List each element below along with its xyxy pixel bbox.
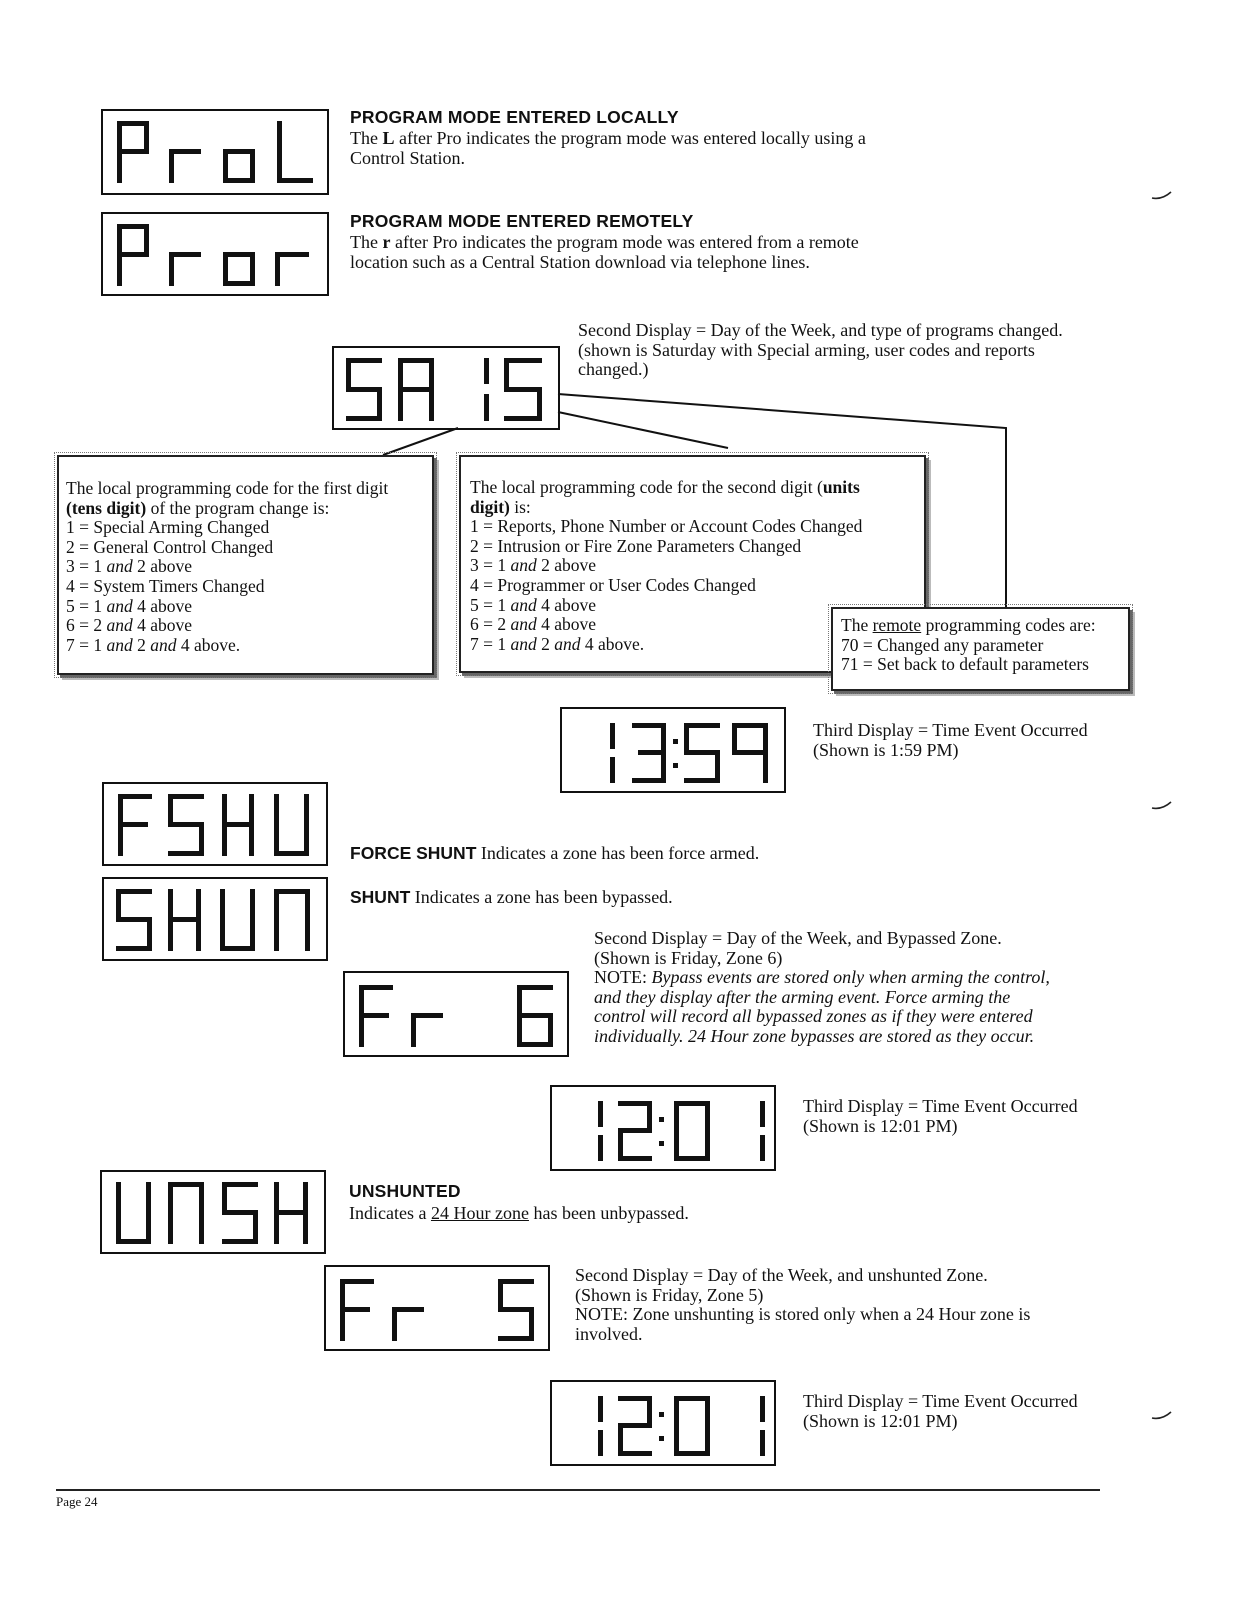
sa15-description: Second Display = Day of the Week, and type of programs changed. (shown is Saturday with Special arming, user codes and reports changed.) <box>578 320 1063 379</box>
lcd-display-fshu <box>102 782 328 866</box>
seven-segment-unsh <box>102 1172 324 1252</box>
force-shunt-description: FORCE SHUNT Indicates a zone has been force armed. <box>350 843 760 863</box>
tens-item: 2 = General Control Changed <box>66 536 274 557</box>
lcd-display-shun <box>102 877 328 961</box>
tens-item: 3 = 1 and 2 above <box>66 556 193 577</box>
desc-program-local: The L after Pro indicates the program mode was entered locally using a Control Station. <box>350 128 866 168</box>
lcd-display-fr5 <box>324 1265 550 1351</box>
lcd-display-time-1201 <box>550 1380 776 1466</box>
fr5-description: Second Display = Day of the Week, and unshunted Zone. (Shown is Friday, Zone 5) NOTE: Zone unshunting is stored only when a 24 Hour zone is involved. <box>575 1265 1031 1344</box>
page-number: Page 24 <box>56 1494 98 1509</box>
remote-item: 71 = Set back to default parameters <box>841 654 1089 675</box>
seven-segment-fshu <box>104 784 326 864</box>
units-item: 5 = 1 and 4 above <box>470 594 597 615</box>
units-item: 7 = 1 and 2 and 4 above. <box>470 633 645 654</box>
time-1359-description: Third Display = Time Event Occurred (Shown is 1:59 PM) <box>813 720 1088 760</box>
tens-box-intro: The local programming code for the first digit (tens digit) of the program change is: <box>66 478 389 518</box>
shunt-description: SHUNT Indicates a zone has been bypassed. <box>350 887 673 907</box>
lcd-display-time-1201 <box>550 1085 776 1171</box>
remote-item: 70 = Changed any parameter <box>841 634 1044 655</box>
margin-check-mark <box>1150 190 1174 202</box>
seven-segment-shun <box>104 879 326 959</box>
tens-item: 4 = System Timers Changed <box>66 575 265 596</box>
seven-segment-fr5 <box>326 1267 548 1349</box>
seven-segment-1201 <box>552 1382 774 1464</box>
units-item: 3 = 1 and 2 above <box>470 555 597 576</box>
seven-segment-1201 <box>552 1087 774 1169</box>
tens-item: 1 = Special Arming Changed <box>66 517 270 538</box>
footer-rule <box>56 1489 1100 1491</box>
tens-item: 5 = 1 and 4 above <box>66 595 193 616</box>
heading-unshunted: UNSHUNTED <box>349 1181 461 1201</box>
heading-program-local: PROGRAM MODE ENTERED LOCALLY <box>350 107 679 127</box>
units-item: 4 = Programmer or User Codes Changed <box>470 574 756 595</box>
margin-check-mark <box>1150 1410 1174 1422</box>
fr6-description: Second Display = Day of the Week, and Bypassed Zone. (Shown is Friday, Zone 6) NOTE: Bypass events are stored only when arming the control, and they display after the arming event. Force arming the control will record all bypassed zones as if they were entered individually. 24 Hour zone bypasses are stored as they occur. <box>594 928 1050 1046</box>
time-1201-description: Third Display = Time Event Occurred (Shown is 12:01 PM) <box>803 1096 1078 1136</box>
tens-item: 7 = 1 and 2 and 4 above. <box>66 634 241 655</box>
lcd-display-fr6 <box>343 971 569 1057</box>
remote-box-intro: The remote programming codes are: <box>841 615 1096 635</box>
margin-check-mark <box>1150 800 1174 812</box>
units-item: 1 = Reports, Phone Number or Account Codes Changed <box>470 516 863 537</box>
heading-program-remote: PROGRAM MODE ENTERED REMOTELY <box>350 211 694 231</box>
seven-segment-fr6 <box>345 973 567 1055</box>
unshunted-description: Indicates a 24 Hour zone has been unbypassed. <box>349 1203 689 1223</box>
seven-segment-1359 <box>562 709 784 791</box>
lcd-display-time-1359 <box>560 707 786 793</box>
tens-digit-codes-box <box>57 455 434 675</box>
desc-program-remote: The r after Pro indicates the program mode was entered from a remote location such as a Central Station download via telephone lines. <box>350 232 859 272</box>
units-item: 2 = Intrusion or Fire Zone Parameters Changed <box>470 535 802 556</box>
lcd-display-unsh <box>100 1170 326 1254</box>
tens-item: 6 = 2 and 4 above <box>66 615 193 636</box>
units-item: 6 = 2 and 4 above <box>470 614 597 635</box>
time-1201-description: Third Display = Time Event Occurred (Shown is 12:01 PM) <box>803 1391 1078 1431</box>
remote-codes-box <box>831 607 1130 691</box>
units-box-intro: The local programming code for the second digit (units digit) is: <box>470 477 860 517</box>
